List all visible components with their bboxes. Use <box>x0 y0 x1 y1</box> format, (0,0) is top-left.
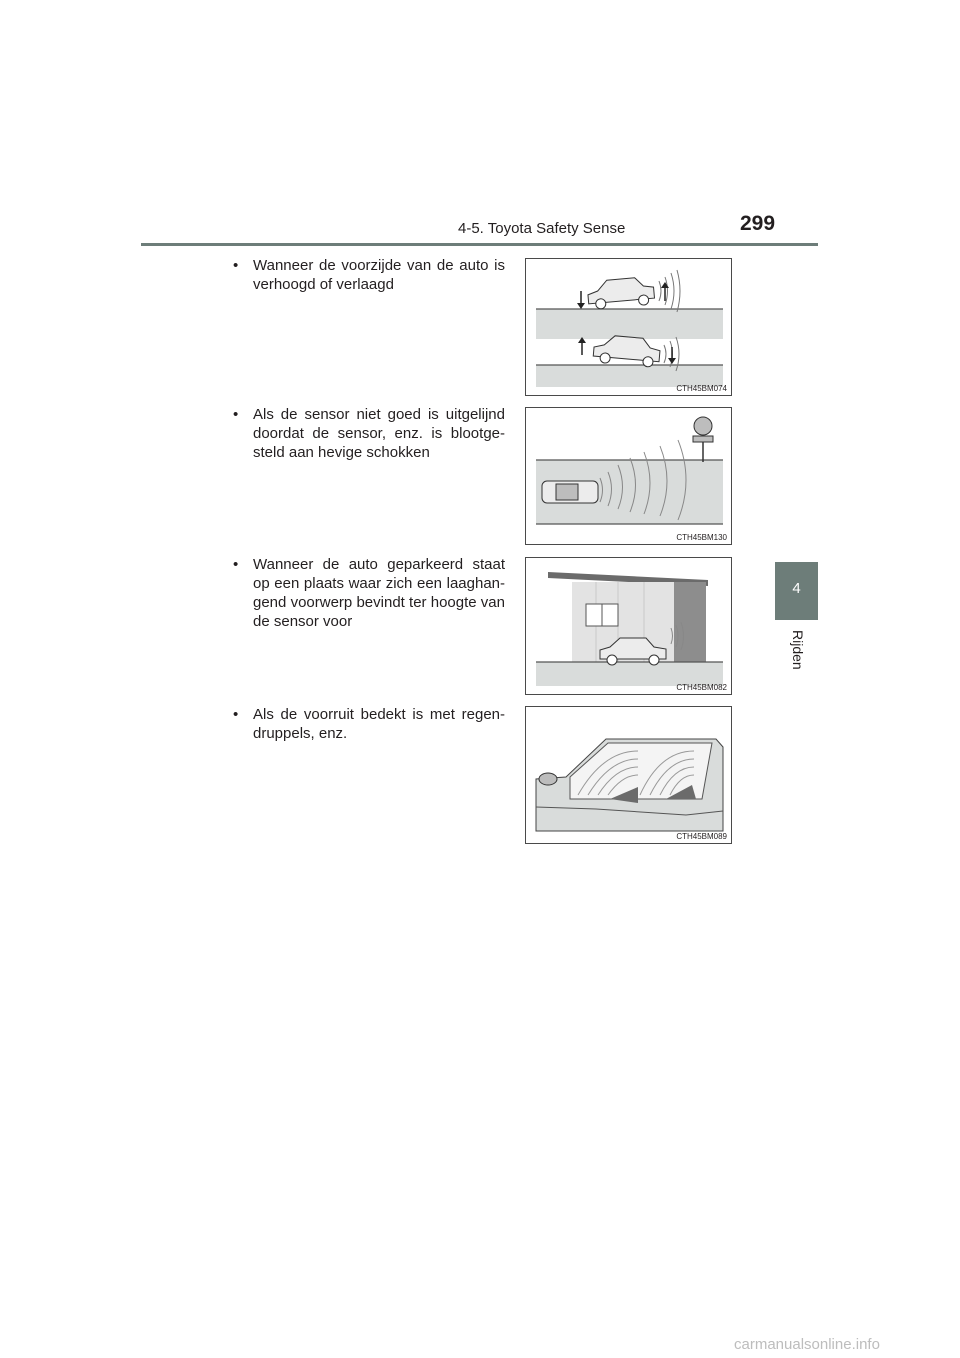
figure-misaligned-sensor <box>525 407 732 545</box>
parked-car-illustration <box>526 558 733 696</box>
page-number: 299 <box>740 212 776 235</box>
chapter-tab[interactable] <box>775 562 818 620</box>
list-item <box>233 405 505 462</box>
figure-code: CTH45BM082 <box>676 683 727 692</box>
bullet-mark: • <box>233 556 239 573</box>
figure-code: CTH45BM089 <box>676 832 727 841</box>
chapter-label: Rijden <box>790 630 806 670</box>
bullet-mark: • <box>233 706 239 723</box>
list-item <box>233 705 505 743</box>
item-text: Als de sensor niet goed is uitgelijnd doordat de sensor, enz. is blootge-steld aan hevige schokken <box>253 406 505 461</box>
figure-rainy-windshield <box>525 706 732 844</box>
chapter-number: 4 <box>792 580 801 597</box>
figure-code: CTH45BM074 <box>676 384 727 393</box>
item-text: Als de voorruit bedekt is met regen-druppels, enz. <box>253 706 505 742</box>
list-item <box>233 555 505 631</box>
item-text: Wanneer de voorzijde van de auto is verhoogd of verlaagd <box>253 257 505 293</box>
figure-parked-under-object <box>525 557 732 695</box>
list-item <box>233 256 505 294</box>
windshield-illustration <box>526 707 733 845</box>
misaligned-sensor-illustration <box>526 408 733 546</box>
figure-code: CTH45BM130 <box>676 533 727 542</box>
car-tilt-illustration <box>526 259 733 397</box>
watermark: carmanualsonline.info <box>734 1336 880 1353</box>
header-rule <box>141 243 818 246</box>
bullet-mark: • <box>233 406 239 423</box>
item-text: Wanneer de auto geparkeerd staat op een plaats waar zich een laaghan-gend voorwerp bevindt ter hoogte van de sensor voor <box>253 556 505 630</box>
figure-raised-lowered-car <box>525 258 732 396</box>
bullet-mark: • <box>233 257 239 274</box>
section-title: 4-5. Toyota Safety Sense <box>458 220 626 237</box>
